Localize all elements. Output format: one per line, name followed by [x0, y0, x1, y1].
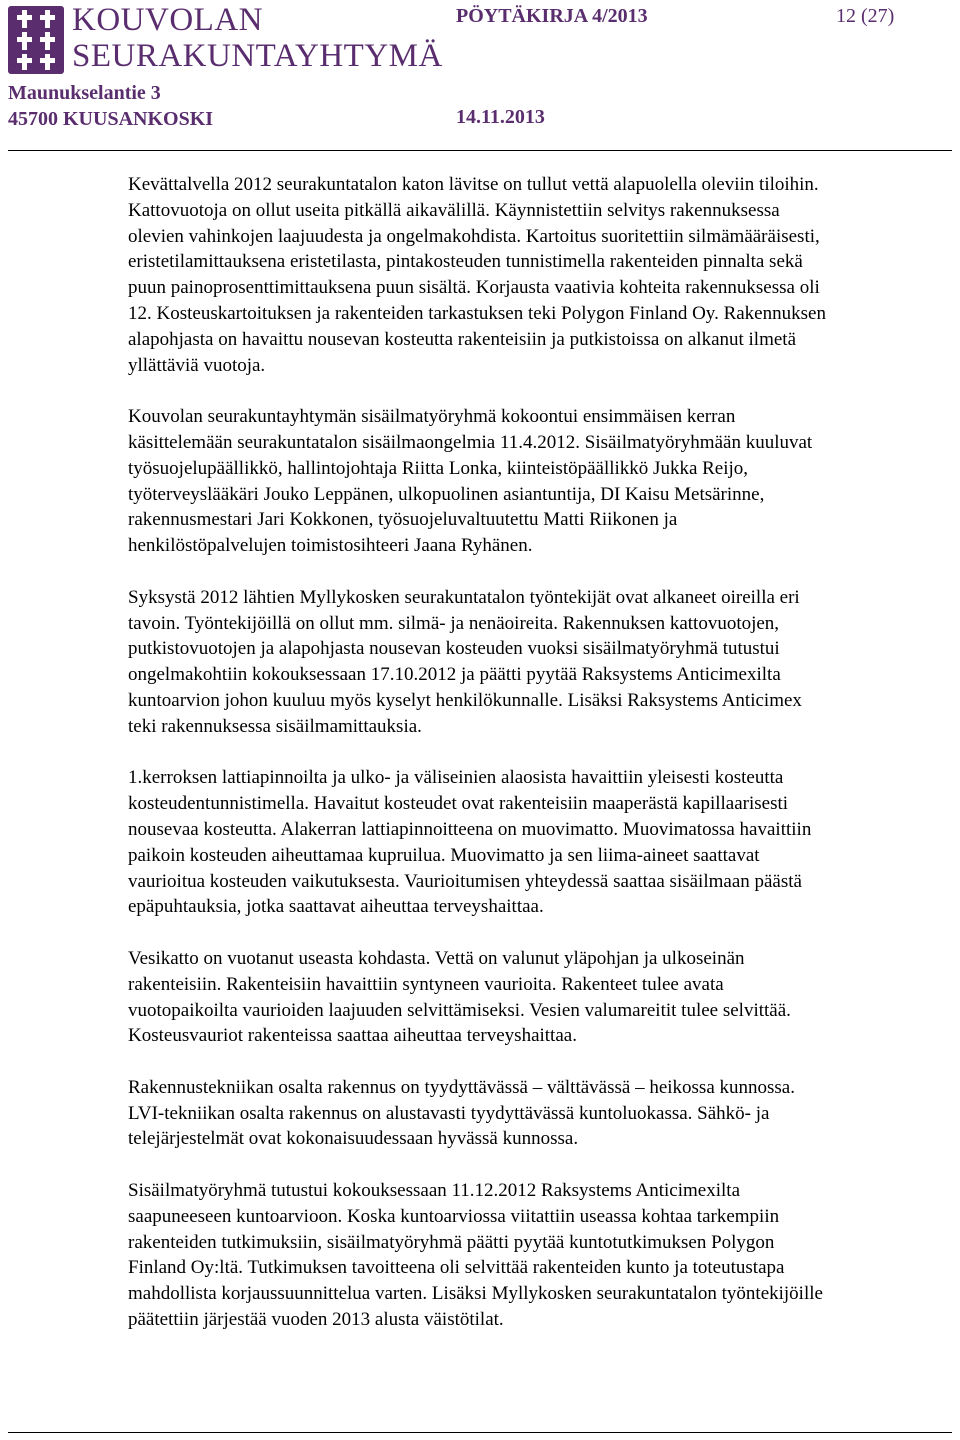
- crosses-logo-icon: [8, 6, 64, 74]
- footer-divider: [8, 1432, 952, 1433]
- paragraph: Rakennustekniikan osalta rakennus on tyydyttävässä – välttävässä – heikossa kunnossa. LVI-tekniikan osalta rakennus on alustavasti tyydyttävässä kuntoluokassa. Sähkö- ja telejärjestelmät ovat kokonaisuudessaan hyvässä kunnossa.: [128, 1076, 795, 1150]
- address-street: Maunukselantie 3: [8, 82, 161, 104]
- org-name-line1: KOUVOLAN: [72, 2, 263, 38]
- document-body: [128, 172, 954, 1359]
- paragraph: Vesikatto on vuotanut useasta kohdasta. Vettä on valunut yläpohjan ja ulkoseinän rakenteisiin. Rakenteisiin havaittiin syntyneen vaurioita. Rakenteet tulee avata vuotopaikoilta vaurioiden laajuuden selvittämiseksi. Vesien valumareitit tulee selvittää. Kosteusvauriot rakenteissa saattaa aiheuttaa terveyshaittaa.: [128, 947, 791, 1047]
- document-date: 14.11.2013: [456, 106, 545, 128]
- page-number: 12 (27): [836, 5, 895, 27]
- organization-logo-text: [72, 2, 443, 74]
- address-city: 45700 KUUSANKOSKI: [8, 108, 214, 130]
- header-divider: [8, 150, 952, 151]
- paragraph: Kouvolan seurakuntayhtymän sisäilmatyöryhmä kokoontui ensimmäisen kerran käsittelemään seurakuntatalon sisäilmaongelmia 11.4.2012. Sisäilmatyöryhmään kuuluvat työsuojelupäällikkö, hallintojohtaja Riitta Lonka, kiinteistöpäällikkö Jukka Reijo, työterveyslääkäri Jouko Leppänen, ulkopuolinen asiantuntija, DI Kaisu Metsärinne, rakennusmestari Jari Kokkonen, työsuojeluvaltuutettu Matti Riikonen ja henkilöstöpalvelujen toimistosihteeri Jaana Ryhänen.: [128, 406, 813, 557]
- paragraph: 1.kerroksen lattiapinnoilta ja ulko- ja väliseinien alaosista havaittiin yleisesti kosteutta kosteudentunnistimella. Havaitut kosteudet ovat rakenteisiin maaperästä kapillaarisesti nousevaa kosteutta. Alakerran lattiapinnoitteena on muovimatto. Muovimatossa havaittiin paikoin kosteuden aiheuttamaa kupruilua. Muovimatto ja sen liima-aineet saattavat vaurioitua kosteuden vaikutuksesta. Vaurioitumisen yhteydessä saattaa sisäilmaan päästä epäpuhtauksia, jotka saattavat aiheuttaa terveyshaittaa.: [128, 767, 812, 918]
- paragraph: Kevättalvella 2012 seurakuntatalon katon lävitse on tullut vettä alapuolella oleviin tiloihin. Kattovuotoja on ollut useita pitkällä aikavälillä. Käynnistettiin selvitys rakennuksessa olevien vahinkojen laajuudesta ja ongelmakohdista. Kartoitus suoritettiin silmämääräisesti, eristetilamittauksena eristetilasta, pintakosteuden tunnistimella rakenteiden pinnalta sekä puun painoprosenttimittauksena puun sisältä. Korjausta vaativia kohteita rakennuksessa oli 12. Kosteuskartoituksen ja rakenteiden tarkastuksen teki Polygon Finland Oy. Rakennuksen alapohjasta on havaittu nousevan kosteutta rakenteisiin ja putkistoissa on alkanut ilmetä yllättäviä vuotoja.: [128, 174, 826, 376]
- paragraph: Syksystä 2012 lähtien Myllykosken seurakuntatalon työntekijät ovat alkaneet oireilla eri tavoin. Työntekijöillä on ollut mm. silmä- ja nenäoireita. Rakennuksen kattovuotojen, putkistovuotojen ja alapohjasta nousevan kosteuden vuoksi sisäilmatyöryhmä tutustui ongelmakohtiin kokouksessaan 17.10.2012 ja päätti pyytää Raksystems Anticimexilta kuntoarvion johon kuuluu myös kyselyt henkilökunnalle. Lisäksi Raksystems Anticimex teki rakennuksessa sisäilmamittauksia.: [128, 586, 802, 737]
- address-block: [8, 80, 213, 132]
- paragraph: Sisäilmatyöryhmä tutustui kokouksessaan 11.12.2012 Raksystems Anticimexilta saapuneeseen kuntoarvioon. Koska kuntoarviossa viitattiin useassa kohtaa tarkempiin rakenteiden tutkimuksiin, sisäilmatyöryhmä päätti pyytää kuntotutkimuksen Polygon Finland Oy:ltä. Tutkimuksen tavoitteena oli selvittää rakenteiden kunto ja toteutustapa mahdollista korjaussuunnittelua varten. Lisäksi Myllykosken seurakuntatalon työntekijöille päätettiin järjestää vuoden 2013 alusta väistötilat.: [128, 1180, 823, 1331]
- org-name-line2: SEURAKUNTAYHTYMÄ: [72, 38, 443, 74]
- document-title: PÖYTÄKIRJA 4/2013: [456, 5, 648, 27]
